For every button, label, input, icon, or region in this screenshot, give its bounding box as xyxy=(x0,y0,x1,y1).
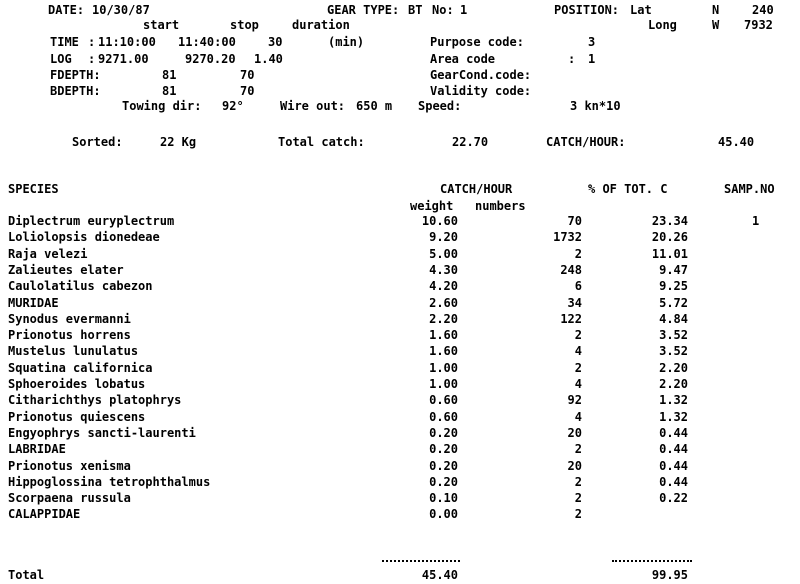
weight-value: 0.00 xyxy=(429,507,458,521)
percent-value: 3.52 xyxy=(659,344,688,358)
weight-header: weight xyxy=(410,199,454,213)
numbers-value: 34 xyxy=(567,296,582,310)
weight-total-rule xyxy=(382,560,460,562)
numbers-value: 20 xyxy=(567,459,582,473)
lat-value: 240 xyxy=(752,3,774,17)
log-start: 9271.00 xyxy=(98,52,149,66)
wire-label: Wire out: xyxy=(280,99,346,113)
species-name: Synodus evermanni xyxy=(8,312,131,326)
percent-value: 2.20 xyxy=(659,377,688,391)
date-value: 10/30/87 xyxy=(92,3,150,17)
species-name: Engyophrys sancti-laurenti xyxy=(8,426,196,440)
numbers-value: 122 xyxy=(560,312,582,326)
weight-value: 1.60 xyxy=(429,344,458,358)
species-header: SPECIES xyxy=(8,182,59,196)
col-duration-label: duration xyxy=(292,18,350,32)
weight-value: 0.60 xyxy=(429,410,458,424)
species-name: CALAPPIDAE xyxy=(8,507,81,521)
bdepth-stop: 70 xyxy=(240,84,255,98)
duration-value: 30 xyxy=(268,35,283,49)
weight-value: 2.20 xyxy=(429,312,458,326)
numbers-value: 2 xyxy=(574,361,582,375)
area-code-label: Area code xyxy=(430,52,496,66)
species-name: Hippoglossina tetrophthalmus xyxy=(8,475,211,489)
bdepth-label: BDEPTH: xyxy=(50,84,101,98)
duration-unit: (min) xyxy=(328,35,365,49)
validity-label: Validity code: xyxy=(430,84,532,98)
species-name: Mustelus lunulatus xyxy=(8,344,139,358)
numbers-value: 20 xyxy=(567,426,582,440)
total-weight: 45.40 xyxy=(421,568,458,582)
total-catch-value: 22.70 xyxy=(452,135,489,149)
percent-value: 0.44 xyxy=(659,475,688,489)
area-code-value: 1 xyxy=(588,52,596,66)
species-name: Prionotus quiescens xyxy=(8,410,146,424)
numbers-value: 70 xyxy=(567,214,582,228)
percent-value: 0.44 xyxy=(659,426,688,440)
log-label: LOG xyxy=(50,52,72,66)
numbers-value: 2 xyxy=(574,442,582,456)
purpose-code-value: 3 xyxy=(588,35,596,49)
species-name: Citharichthys platophrys xyxy=(8,393,182,407)
percent-value: 3.52 xyxy=(659,328,688,342)
fdepth-start: 81 xyxy=(162,68,177,82)
species-name: Prionotus horrens xyxy=(8,328,131,342)
weight-value: 2.60 xyxy=(429,296,458,310)
col-stop-label: stop xyxy=(230,18,259,32)
long-value: 7932 xyxy=(744,18,773,32)
numbers-value: 1732 xyxy=(553,230,582,244)
towing-label: Towing dir: xyxy=(122,99,202,113)
numbers-value: 2 xyxy=(574,475,582,489)
bdepth-start: 81 xyxy=(162,84,177,98)
numbers-value: 4 xyxy=(574,377,582,391)
time-colon: : xyxy=(88,35,96,49)
time-stop: 11:40:00 xyxy=(178,35,236,49)
sample-number-header: SAMP.NO xyxy=(724,182,775,196)
species-name: Sphoeroides lobatus xyxy=(8,377,146,391)
catch-per-hour-header: CATCH/HOUR xyxy=(440,182,513,196)
percent-value: 23.34 xyxy=(651,214,688,228)
numbers-value: 92 xyxy=(567,393,582,407)
percent-value: 9.47 xyxy=(659,263,688,277)
speed-label: Speed: xyxy=(418,99,462,113)
total-label: Total xyxy=(8,568,45,582)
weight-value: 0.20 xyxy=(429,459,458,473)
numbers-value: 6 xyxy=(574,279,582,293)
species-name: Loliolopsis dionedeae xyxy=(8,230,160,244)
numbers-value: 2 xyxy=(574,328,582,342)
total-catch-label: Total catch: xyxy=(278,135,365,149)
percent-value: 9.25 xyxy=(659,279,688,293)
percent-value: 1.32 xyxy=(659,393,688,407)
fdepth-stop: 70 xyxy=(240,68,255,82)
no-value: 1 xyxy=(460,3,468,17)
percent-of-total-header: % OF TOT. C xyxy=(588,182,668,196)
weight-value: 0.60 xyxy=(429,393,458,407)
catch-per-hour-value: 45.40 xyxy=(718,135,755,149)
speed-value: 3 kn*10 xyxy=(570,99,621,113)
percent-total-rule xyxy=(612,560,692,562)
weight-value: 1.00 xyxy=(429,377,458,391)
weight-value: 0.20 xyxy=(429,442,458,456)
fdepth-label: FDEPTH: xyxy=(50,68,101,82)
numbers-value: 4 xyxy=(574,410,582,424)
species-name: Raja velezi xyxy=(8,247,88,261)
gear-type-value: BT xyxy=(408,3,423,17)
species-name: MURIDAE xyxy=(8,296,59,310)
catch-per-hour-label: CATCH/HOUR: xyxy=(546,135,626,149)
percent-value: 0.22 xyxy=(659,491,688,505)
numbers-value: 2 xyxy=(574,507,582,521)
purpose-code-label: Purpose code: xyxy=(430,35,524,49)
time-label: TIME xyxy=(50,35,79,49)
species-name: LABRIDAE xyxy=(8,442,66,456)
total-percent: 99.95 xyxy=(651,568,688,582)
log-stop: 9270.20 xyxy=(185,52,236,66)
sorted-label: Sorted: xyxy=(72,135,123,149)
weight-value: 1.00 xyxy=(429,361,458,375)
percent-value: 11.01 xyxy=(651,247,688,261)
lat-dir: N xyxy=(712,3,720,17)
percent-value: 0.44 xyxy=(659,442,688,456)
numbers-value: 248 xyxy=(560,263,582,277)
numbers-header: numbers xyxy=(475,199,526,213)
date-label: DATE: xyxy=(48,3,85,17)
species-name: Caulolatilus cabezon xyxy=(8,279,153,293)
log-colon: : xyxy=(88,52,96,66)
gear-type-label: GEAR TYPE: xyxy=(327,3,400,17)
species-name: Prionotus xenisma xyxy=(8,459,131,473)
gearcond-label: GearCond.code: xyxy=(430,68,532,82)
percent-value: 5.72 xyxy=(659,296,688,310)
position-label: POSITION: xyxy=(554,3,620,17)
weight-value: 0.20 xyxy=(429,426,458,440)
sorted-value: 22 Kg xyxy=(160,135,197,149)
area-code-colon: : xyxy=(568,52,576,66)
species-name: Scorpaena russula xyxy=(8,491,131,505)
towing-value: 92° xyxy=(222,99,244,113)
percent-value: 0.44 xyxy=(659,459,688,473)
log-diff: 1.40 xyxy=(254,52,283,66)
time-start: 11:10:00 xyxy=(98,35,156,49)
long-dir: W xyxy=(712,18,720,32)
species-name: Squatina californica xyxy=(8,361,153,375)
long-label: Long xyxy=(648,18,677,32)
species-name: Zalieutes elater xyxy=(8,263,124,277)
weight-value: 0.10 xyxy=(429,491,458,505)
col-start-label: start xyxy=(143,18,180,32)
sample-number: 1 xyxy=(752,214,760,228)
wire-value: 650 m xyxy=(356,99,393,113)
weight-value: 9.20 xyxy=(429,230,458,244)
numbers-value: 4 xyxy=(574,344,582,358)
species-name: Diplectrum euryplectrum xyxy=(8,214,175,228)
weight-value: 5.00 xyxy=(429,247,458,261)
percent-value: 20.26 xyxy=(651,230,688,244)
weight-value: 4.20 xyxy=(429,279,458,293)
lat-label: Lat xyxy=(630,3,652,17)
no-label: No: xyxy=(432,3,454,17)
numbers-value: 2 xyxy=(574,491,582,505)
weight-value: 0.20 xyxy=(429,475,458,489)
numbers-value: 2 xyxy=(574,247,582,261)
percent-value: 4.84 xyxy=(659,312,688,326)
percent-value: 2.20 xyxy=(659,361,688,375)
weight-value: 1.60 xyxy=(429,328,458,342)
weight-value: 4.30 xyxy=(429,263,458,277)
weight-value: 10.60 xyxy=(421,214,458,228)
percent-value: 1.32 xyxy=(659,410,688,424)
